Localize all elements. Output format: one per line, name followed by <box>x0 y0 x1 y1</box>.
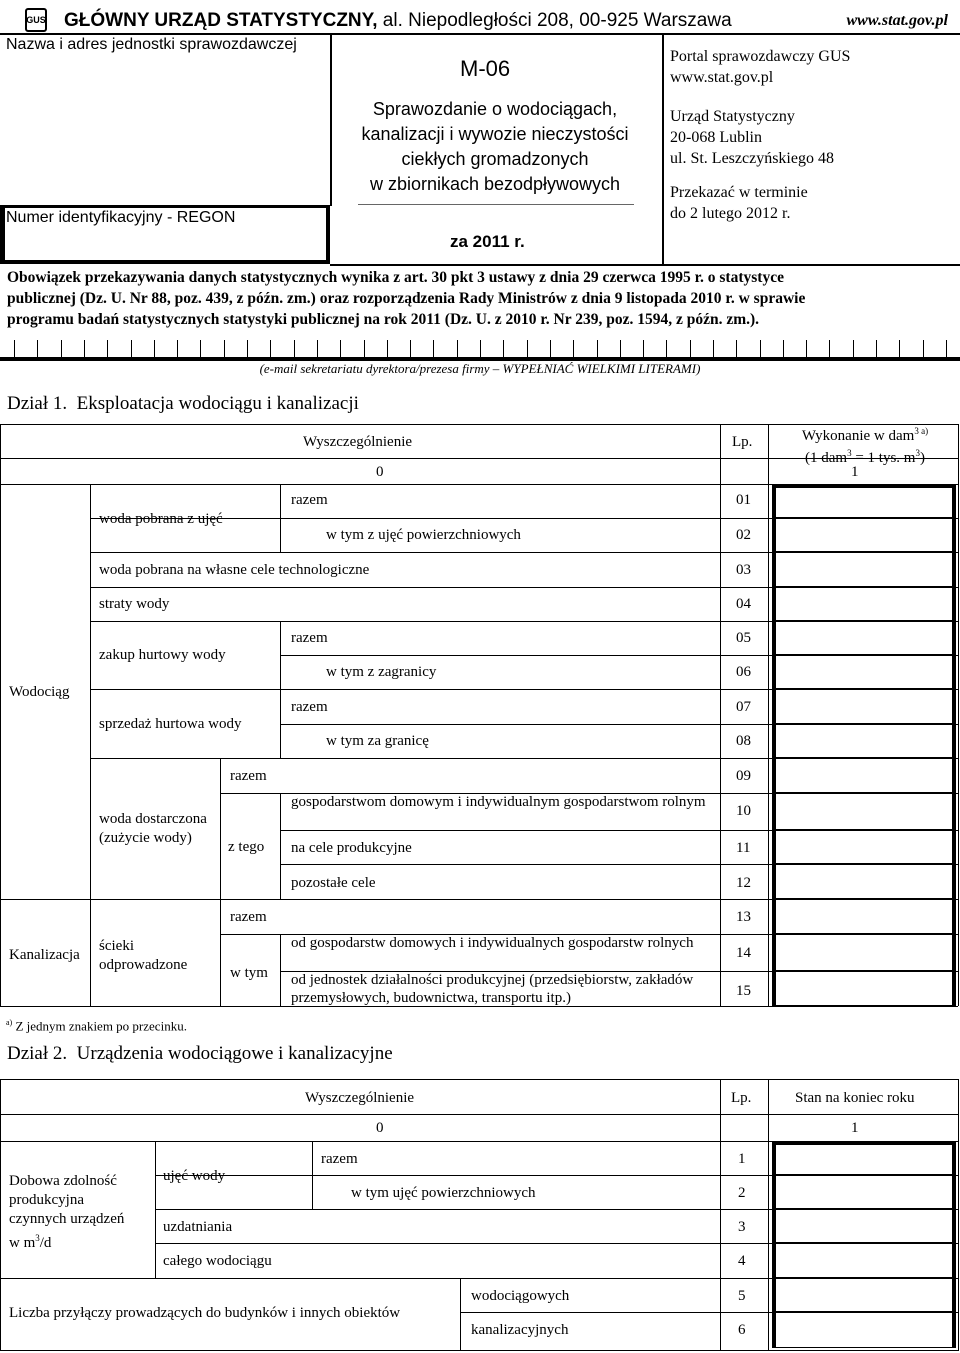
email-cell-divider <box>37 340 38 360</box>
s1-colnum-spec: 0 <box>376 464 384 480</box>
website-link[interactable]: www.stat.gov.pl <box>846 12 948 29</box>
label-woda-pobrana: woda pobrana z ujęć <box>99 511 223 527</box>
email-cell-divider <box>294 340 295 360</box>
value-input-row-05[interactable] <box>772 622 956 655</box>
office-name: GŁÓWNY URZĄD STATYSTYCZNY, al. Niepodległości 208, 00-925 Warszawa <box>64 10 732 31</box>
email-cell-divider <box>643 340 644 360</box>
email-cell-divider <box>713 340 714 360</box>
email-cell-divider <box>923 340 924 360</box>
email-cell-divider <box>829 340 830 360</box>
label-capacity: Dobowa zdolność produkcyjna czynnych urządzeń w $m^3/d$ <box>9 1173 125 1251</box>
email-cell-divider <box>620 340 621 360</box>
s2-value-input-row-3[interactable] <box>772 1210 956 1243</box>
lp-01: 01 <box>736 492 751 508</box>
unit-name-label: Nazwa i adres jednostki sprawozdawczej <box>6 36 297 53</box>
email-cell-divider <box>84 340 85 360</box>
s2-lp-3: 3 <box>738 1219 746 1235</box>
s1-header-spec: Wyszczególnienie <box>303 434 413 450</box>
lp-13: 13 <box>736 909 751 925</box>
row06-label: w tym z zagranicy <box>326 664 437 680</box>
s2-lp-1: 1 <box>738 1151 746 1167</box>
form-title: Sprawozdanie o wodociągach, kanalizacji i wywozie nieczystości ciekłych gromadzonych w zbiornikach bezodpływowych <box>361 99 629 194</box>
lp-15: 15 <box>736 983 751 999</box>
s1-colnum-value: 1 <box>851 464 859 480</box>
row10-label: gospodarstwom domowym i indywidualnym gospodarstwom rolnym <box>291 794 706 810</box>
label-scieki: ścieki odprowadzone <box>99 938 188 973</box>
lp-05: 05 <box>736 630 751 646</box>
row08-label: w tym za granicę <box>326 733 429 749</box>
s2-value-input-row-1[interactable] <box>772 1142 956 1175</box>
value-input-row-11[interactable] <box>772 831 956 864</box>
value-input-row-15[interactable] <box>772 972 956 1006</box>
email-cell-divider <box>270 340 271 360</box>
email-cell-divider <box>899 340 900 360</box>
row09-label: razem <box>230 768 267 784</box>
section1-title: Dział 1. Eksploatacja wodociągu i kanalizacji <box>7 393 359 414</box>
recipient-info: Portal sprawozdawczy GUS www.stat.gov.pl Urząd Statystyczny 20-068 Lublin ul. St. Leszczyńskiego 48 Przekazać w terminie do 2 lutego 2012 r. <box>670 48 851 222</box>
email-cell-divider <box>410 340 411 360</box>
report-period: za 2011 r. <box>450 232 525 251</box>
row11-label: na cele produkcyjne <box>291 840 412 856</box>
value-input-row-06[interactable] <box>772 656 956 689</box>
email-cell-divider <box>503 340 504 360</box>
label-z-tego: z tego <box>228 839 265 855</box>
grid-line <box>280 484 281 552</box>
email-cell-divider <box>340 340 341 360</box>
s2-header-spec: Wyszczególnienie <box>305 1090 415 1106</box>
label-dostarczona: woda dostarczona (zużycie wody) <box>99 811 207 846</box>
lp-06: 06 <box>736 664 751 680</box>
row01-label: razem <box>291 492 328 508</box>
grid-line <box>0 1350 958 1351</box>
unit-name-field[interactable] <box>0 34 330 205</box>
s2-colnum-value: 1 <box>851 1120 859 1136</box>
email-cell-divider <box>107 340 108 360</box>
email-cell-divider <box>527 340 528 360</box>
email-cell-divider <box>387 340 388 360</box>
email-cell-divider <box>690 340 691 360</box>
email-cell-divider <box>177 340 178 360</box>
s2-value-input-row-2[interactable] <box>772 1176 956 1209</box>
value-input-row-02[interactable] <box>772 519 956 552</box>
lp-03: 03 <box>736 562 751 578</box>
s2-row4-label: całego wodociągu <box>163 1253 272 1269</box>
row15-label: od jednostek działalności produkcyjnej (przedsiębiorstw, zakładów przemysłowych, budownictwa, transportu itp.) <box>291 972 694 1006</box>
gus-logo: GUS <box>25 8 47 32</box>
value-input-row-03[interactable] <box>772 553 956 587</box>
label-sprzedaz: sprzedaż hurtowa wody <box>99 716 242 732</box>
grid-line <box>772 1141 956 1145</box>
row02-label: w tym z ujęć powierzchniowych <box>326 527 521 543</box>
email-cell-divider <box>61 340 62 360</box>
email-cell-divider <box>224 340 225 360</box>
row14-label: od gospodarstw domowych i indywidualnych gospodarstw rolnych <box>291 935 694 951</box>
lp-07: 07 <box>736 699 751 715</box>
s1-header-lp: Lp. <box>732 434 753 450</box>
row03-label: woda pobrana na własne cele technologiczne <box>99 562 370 578</box>
email-cell-divider <box>364 340 365 360</box>
lp-12: 12 <box>736 875 751 891</box>
lp-02: 02 <box>736 527 751 543</box>
lp-04: 04 <box>736 596 751 612</box>
email-cell-divider <box>853 340 854 360</box>
email-caption: (e-mail sekretariatu dyrektora/prezesa firmy – WYPEŁNIAĆ WIELKIMI LITERAMI) <box>259 361 701 376</box>
email-cell-divider <box>666 340 667 360</box>
s2-value-input-row-5[interactable] <box>772 1279 956 1312</box>
value-input-row-04[interactable] <box>772 588 956 621</box>
email-cell-divider <box>433 340 434 360</box>
s2-header-value: Stan na koniec roku <box>795 1090 915 1106</box>
value-input-row-01[interactable] <box>772 485 956 518</box>
lp-10: 10 <box>736 803 751 819</box>
form-code: M-06 <box>460 56 511 81</box>
label-ujec: ujęć wody <box>163 1168 226 1184</box>
email-cell-divider <box>480 340 481 360</box>
value-input-row-10[interactable] <box>772 794 956 830</box>
group-wodociag: Wodociąg <box>9 684 70 700</box>
grid-line <box>460 1278 461 1351</box>
value-input-row-12[interactable] <box>772 865 956 899</box>
row13-label: razem <box>230 909 267 925</box>
grid-line <box>772 484 956 488</box>
label-przylacza: Liczba przyłączy prowadzących do budynków i innych obiektów <box>9 1305 401 1321</box>
value-input-row-07[interactable] <box>772 690 956 724</box>
email-cell-divider <box>131 340 132 360</box>
portal-url: www.stat.gov.pl <box>670 69 774 86</box>
s2-row6-label: kanalizacyjnych <box>471 1322 569 1338</box>
grid-line <box>768 424 769 1006</box>
footnote: $^{a)}$ Z jednym znakiem po przecinku. <box>6 1018 187 1034</box>
s2-lp-4: 4 <box>738 1253 746 1269</box>
grid-line <box>0 1079 1 1351</box>
grid-line <box>720 424 721 1006</box>
s2-value-input-row-4[interactable] <box>772 1244 956 1278</box>
value-input-row-08[interactable] <box>772 725 956 758</box>
s2-header-lp: Lp. <box>731 1090 752 1106</box>
email-cell-divider <box>573 340 574 360</box>
grid-line <box>0 1114 958 1115</box>
s2-lp-5: 5 <box>738 1288 746 1304</box>
deadline: Przekazać w terminie <box>670 184 808 201</box>
value-input-row-09[interactable] <box>772 759 956 793</box>
grid-line <box>0 424 958 425</box>
email-cell-divider <box>946 340 947 360</box>
row12-label: pozostałe cele <box>291 875 376 891</box>
lp-08: 08 <box>736 733 751 749</box>
email-cell-divider <box>550 340 551 360</box>
row04-label: straty wody <box>99 596 170 612</box>
grid-line <box>768 1079 769 1351</box>
s2-row1-label: razem <box>321 1151 358 1167</box>
email-cell-divider <box>154 340 155 360</box>
lp-09: 09 <box>736 768 751 784</box>
email-cell-divider <box>876 340 877 360</box>
lp-11: 11 <box>736 840 751 856</box>
group-kanalizacja: Kanalizacja <box>9 947 80 963</box>
email-cell-divider <box>200 340 201 360</box>
email-cell-divider <box>457 340 458 360</box>
portal-name: Portal sprawozdawczy GUS <box>670 48 851 65</box>
s2-row3-label: uzdatniania <box>163 1219 233 1235</box>
value-input-row-13[interactable] <box>772 900 956 934</box>
grid-line <box>90 484 91 1006</box>
value-input-row-14[interactable] <box>772 935 956 971</box>
grid-line <box>958 424 959 1006</box>
row05-label: razem <box>291 630 328 646</box>
s2-lp-2: 2 <box>738 1185 746 1201</box>
grid-line <box>220 758 221 1006</box>
office-address: al. Niepodległości 208, 00-925 Warszawa <box>382 10 732 31</box>
grid-line <box>0 424 1 1006</box>
s2-lp-6: 6 <box>738 1322 746 1338</box>
grid-line <box>720 1079 721 1351</box>
s2-colnum-spec: 0 <box>376 1120 384 1136</box>
regon-label: Numer identyfikacyjny - REGON <box>6 209 236 226</box>
grid-line <box>0 458 958 459</box>
email-cell-divider <box>317 340 318 360</box>
office-name-recipient: Urząd Statystyczny <box>670 108 795 125</box>
grid-line <box>0 1006 958 1007</box>
email-cell-divider <box>760 340 761 360</box>
label-zakup: zakup hurtowy wody <box>99 647 226 663</box>
grid-line <box>0 1079 958 1080</box>
email-cell-divider <box>806 340 807 360</box>
grid-line <box>958 1079 959 1351</box>
row07-label: razem <box>291 699 328 715</box>
s2-row5-label: wodociągowych <box>471 1288 570 1304</box>
email-cell-divider <box>597 340 598 360</box>
email-cell-divider <box>736 340 737 360</box>
regon-field[interactable] <box>0 206 330 264</box>
legal-basis: Obowiązek przekazywania danych statystycznych wynika z art. 30 pkt 3 ustawy z dnia 29 czerwca 1995 r. o statystyce publicznej (Dz. U. Nr 88, poz. 439, z późn. zm.) oraz rozporządzenia Rady Ministrów z dnia 9 listopada 2010 r. w sprawie programu badań statystycznych statystyki publicznej na rok 2011 (Dz. U. z 2010 r. Nr 239, poz. 1594, z późn. zm.). <box>7 269 806 328</box>
email-cell-divider <box>783 340 784 360</box>
section2-title: Dział 2. Urządzenia wodociągowe i kanalizacyjne <box>7 1043 393 1064</box>
grid-line <box>280 793 281 899</box>
grid-line <box>280 934 281 1006</box>
label-w-tym: w tym <box>230 965 268 981</box>
s1-header-value: Wykonanie w dam$^{3 a)}$ (1 dam$^3$ = 1 tys. $m^3$) <box>801 426 929 466</box>
s2-value-input-row-6[interactable] <box>772 1313 956 1348</box>
s2-row2-label: w tym ujęć powierzchniowych <box>351 1185 536 1201</box>
lp-14: 14 <box>736 945 751 961</box>
email-cell-divider <box>14 340 15 360</box>
email-cell-divider <box>247 340 248 360</box>
grid-line <box>280 621 281 758</box>
